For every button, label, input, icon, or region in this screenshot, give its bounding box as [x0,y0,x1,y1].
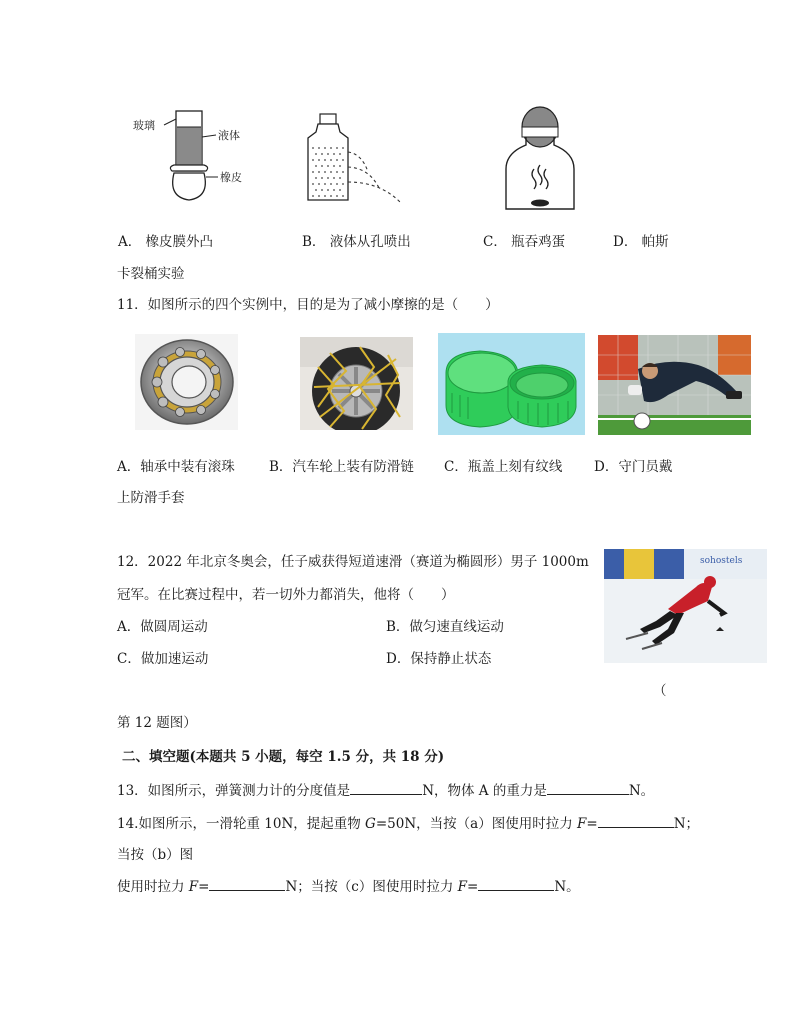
q13-text-1: 13．如图所示，弹簧测力计的分度值是 [117,783,351,799]
bottle-spray-figure [300,112,410,207]
q11-option-c[interactable]: C．瓶盖上刻有纹线 [444,459,563,475]
q14-text-2: =50N，当按（a）图使用时拉力 [375,816,577,832]
rubber-membrane-figure [128,105,248,205]
q12-caption-open: （ [653,683,667,699]
q14-blank-a[interactable] [598,813,674,828]
glass-label: 玻璃 [133,119,155,132]
q14-blank-b[interactable] [209,876,285,891]
q11-option-b[interactable]: B．汽车轮上装有防滑链 [269,459,414,475]
q14-text-4: N； [673,816,699,832]
tire-chain-image [300,337,413,430]
q14-f-symbol-c: F [457,879,468,895]
q14-line2: 当按（b）图 [117,847,194,863]
q14-text-7: N；当按（c）图使用时拉力 [285,879,458,895]
q13-blank-1[interactable] [350,780,422,795]
rubber-label: 橡皮 [220,171,242,184]
q11-option-d[interactable]: D．守门员戴 [594,459,673,475]
q14-text-8: = [467,879,479,895]
q10-option-d[interactable]: D． 帕斯 [613,234,669,250]
bearing-image [135,334,238,430]
q14-text-3: = [586,816,598,832]
q11-option-d-continued: 上防滑手套 [117,490,185,506]
section-heading: 二、填空题(本题共 5 小题，每空 1.5 分，共 18 分) [122,749,445,765]
bottle-egg-figure [500,105,585,217]
q13-line [117,779,654,799]
q14-blank-c[interactable] [478,876,554,891]
banner-text: sohostels [700,556,743,566]
goalkeeper-image [598,335,751,435]
q13-text-3: N。 [628,783,655,799]
q12-stem-line2: 冠军。在比赛过程中，若一切外力都消失，他将（ ） [117,587,455,603]
q13-blank-2[interactable] [547,780,629,795]
liquid-label: 液体 [218,129,240,142]
q10-option-d-continued: 卡裂桶实验 [117,266,185,282]
q14-f-symbol-a: F [577,816,587,832]
q14-text-5: 使用时拉力 [117,879,189,895]
q14-text-6: = [198,879,210,895]
q13-text-2: N，物体 A 的重力是 [422,783,547,799]
q12-option-c[interactable]: C．做加速运动 [117,651,209,667]
q12-stem-line1: 12．2022 年北京冬奥会，任子威获得短道速滑（赛道为椭圆形）男子 1000m [117,554,589,570]
q14-line3 [117,875,580,895]
q14-text-1: 14.如图所示，一滑轮重 10N，提起重物 [117,816,366,832]
q12-option-b[interactable]: B．做匀速直线运动 [386,619,504,635]
q14-text-9: N。 [554,879,580,895]
q14-line1 [117,812,699,832]
q14-f-symbol-b: F [188,879,199,895]
q10-option-a[interactable]: A． 橡皮膜外凸 [118,234,214,250]
q12-caption: 第 12 题图） [117,715,197,731]
q12-option-a[interactable]: A．做圆周运动 [117,619,208,635]
q10-option-c[interactable]: C． 瓶吞鸡蛋 [483,234,566,250]
q10-option-b[interactable]: B． 液体从孔喷出 [302,234,411,250]
q11-stem: 11．如图所示的四个实例中，目的是为了减小摩擦的是（ ） [117,297,499,313]
bottle-cap-image [438,333,585,435]
q12-option-d[interactable]: D．保持静止状态 [386,651,492,667]
q14-g-symbol: G [365,816,376,832]
q11-option-a[interactable]: A．轴承中装有滚珠 [117,459,235,475]
speed-skater-image [604,549,767,663]
